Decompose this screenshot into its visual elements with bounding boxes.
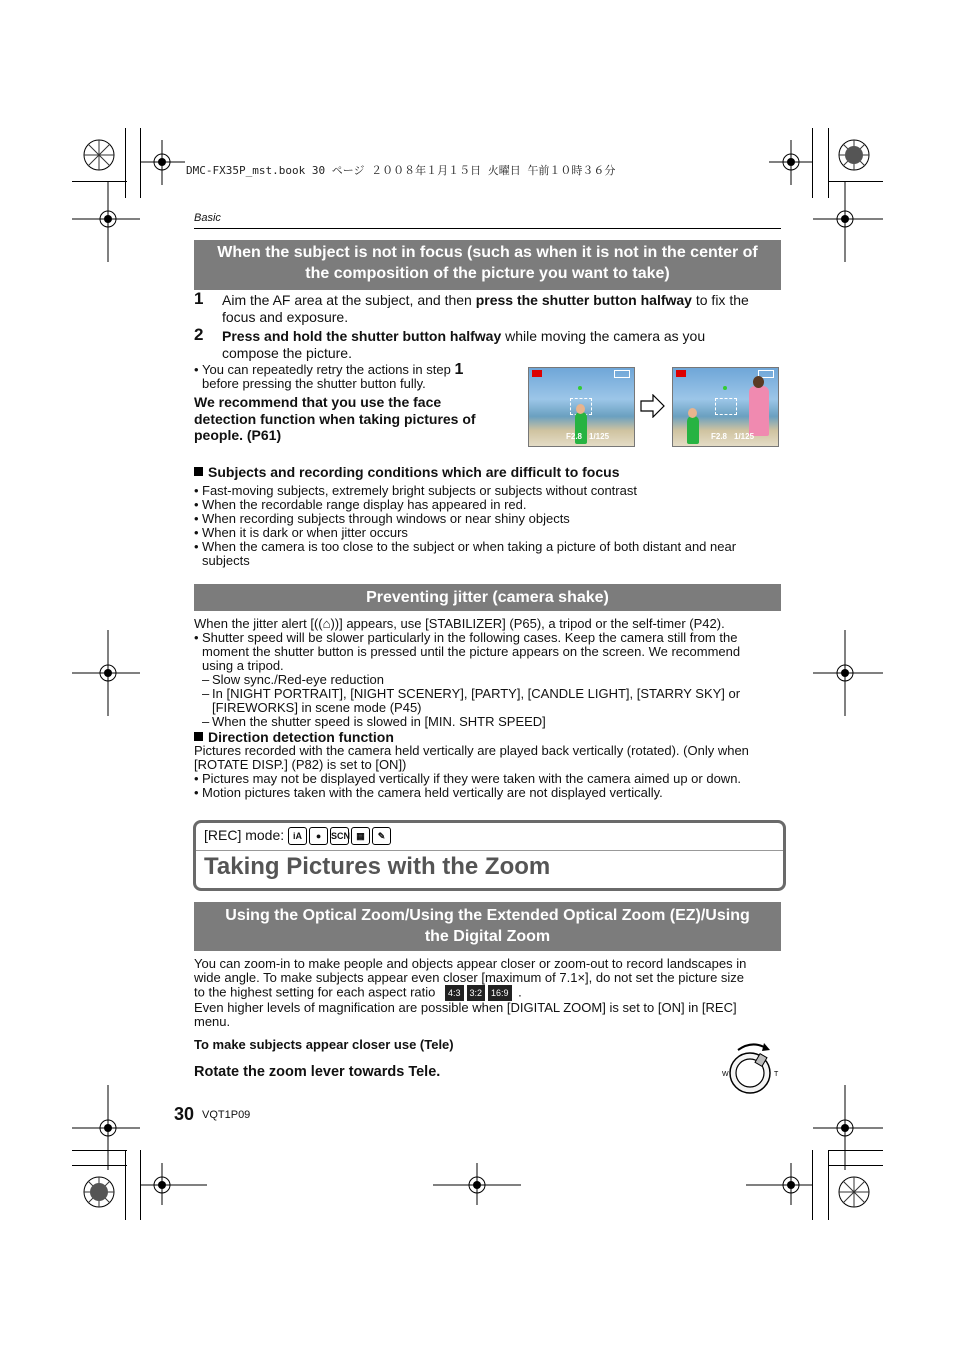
motion-picture-icon: ▦ <box>351 827 370 845</box>
header-rule <box>194 228 781 229</box>
page-number: 30 <box>174 1104 195 1124</box>
step-number: 2 <box>194 325 204 344</box>
step-1: 1 Aim the AF area at the subject, and then press the shutter button halfway to fix the focus and exposure. <box>194 289 749 325</box>
zoom-intro: You can zoom-in to make people and objects appear closer or zoom-out to record landscapes in wide angle. To make subjects appear even closer [maximum of 7.1×], do not set the picture size to the highest setting for each aspect ratio 4:3 3:2 16:9 . Even higher levels of magnification are possible when [DIGITAL ZOOM] is set to [ON] in [REC] menu. <box>194 956 747 1029</box>
running-head: Basic <box>194 212 221 224</box>
af-area <box>715 398 737 415</box>
zoom-lever-icon <box>714 1038 782 1098</box>
section-title-zoom: Using the Optical Zoom/Using the Extended Optical Zoom (EZ)/Using the Digital Zoom <box>194 902 781 951</box>
difficult-subjects-list: • Fast-moving subjects, extremely bright subjects or subjects without contrast • When the recordable range display has appeared in red. • When recording subjects through windows or near shiny objects • When it is dark or when jitter occurs • When the camera is too close to the subject or when taking a picture of both distant and near subjects <box>194 483 737 568</box>
intelligent-auto-icon: iA <box>288 827 307 845</box>
tele-instruction: Rotate the zoom lever towards Tele. <box>194 1064 441 1080</box>
face-detection-recommendation: We recommend that you use the face detection function when taking pictures of people. (P61) <box>194 394 476 443</box>
clipboard-icon: ✎ <box>372 827 391 845</box>
section-title-preventing-jitter: Preventing jitter (camera shake) <box>194 584 781 611</box>
rec-mode-line: [REC] mode: iA ● SCN ▦ ✎ <box>204 827 393 845</box>
step-number: 1 <box>194 289 204 308</box>
page-title: Taking Pictures with the Zoom <box>204 853 551 880</box>
camera-screen-after: F2.8 1/125 <box>672 367 779 447</box>
camera-screen-before: F2.8 1/125 <box>528 367 635 447</box>
step-2: 2 Press and hold the shutter button halfway while moving the camera as you compose the picture. <box>194 325 706 361</box>
difficult-subjects-heading: Subjects and recording conditions which are difficult to focus <box>194 464 619 480</box>
section-title-not-in-focus: When the subject is not in focus (such as when it is not in the center of the composition of the picture you want to take) <box>194 240 781 290</box>
book-info-line: DMC-FX35P_mst.book 30 ページ ２００８年１月１５日 火曜日 午前１０時３６分 <box>186 164 616 177</box>
background-person <box>749 386 769 436</box>
square-bullet-icon <box>194 732 203 741</box>
tele-subheading: To make subjects appear closer use (Tele) <box>194 1037 454 1052</box>
svg-text:W: W <box>722 1071 729 1078</box>
subject-person <box>687 416 699 444</box>
scene-mode-icon: SCN <box>330 827 349 845</box>
rec-mode-icon <box>532 370 542 377</box>
normal-picture-icon: ● <box>309 827 328 845</box>
ratio-16-9-icon: 16:9 <box>488 985 512 1001</box>
square-bullet-icon <box>194 467 203 476</box>
document-code: VQT1P09 <box>202 1109 251 1121</box>
rec-mode-icon <box>676 370 686 377</box>
svg-text:T: T <box>774 1071 779 1078</box>
jitter-section-body: When the jitter alert [((⌂))] appears, use [STABILIZER] (P65), a tripod or the self-timer (P42). • Shutter speed will be slower particularly in the following cases. Keep the camera still from the moment the shutter button is pressed until the picture appears on the screen. We recommend using a tripod. – Slow sync./Red-eye reduction – In [NIGHT PORTRAIT], [NIGHT SCENERY], [PARTY], [CANDLE LIGHT], [STARRY SKY] or [FIREWORKS] in scene mode (P45) – When the shutter speed is slowed in [MIN. SHTR SPEED] Direction detection function Pictures recorded with the camera held vertically are played back vertically (rotated). (Only when [ROTATE DISP.] (P82) is set to [ON]) • Pictures may not be displayed vertically if they were taken with the camera aimed up or down. • Motion pictures taken with the camera held vertically are not displayed vertically. <box>194 616 749 800</box>
ratio-4-3-icon: 4:3 <box>445 985 464 1001</box>
ratio-3-2-icon: 3:2 <box>467 985 486 1001</box>
retry-note: • You can repeatedly retry the actions in step 1 before pressing the shutter button fully. <box>194 361 464 391</box>
arrow-right-icon <box>640 394 666 418</box>
